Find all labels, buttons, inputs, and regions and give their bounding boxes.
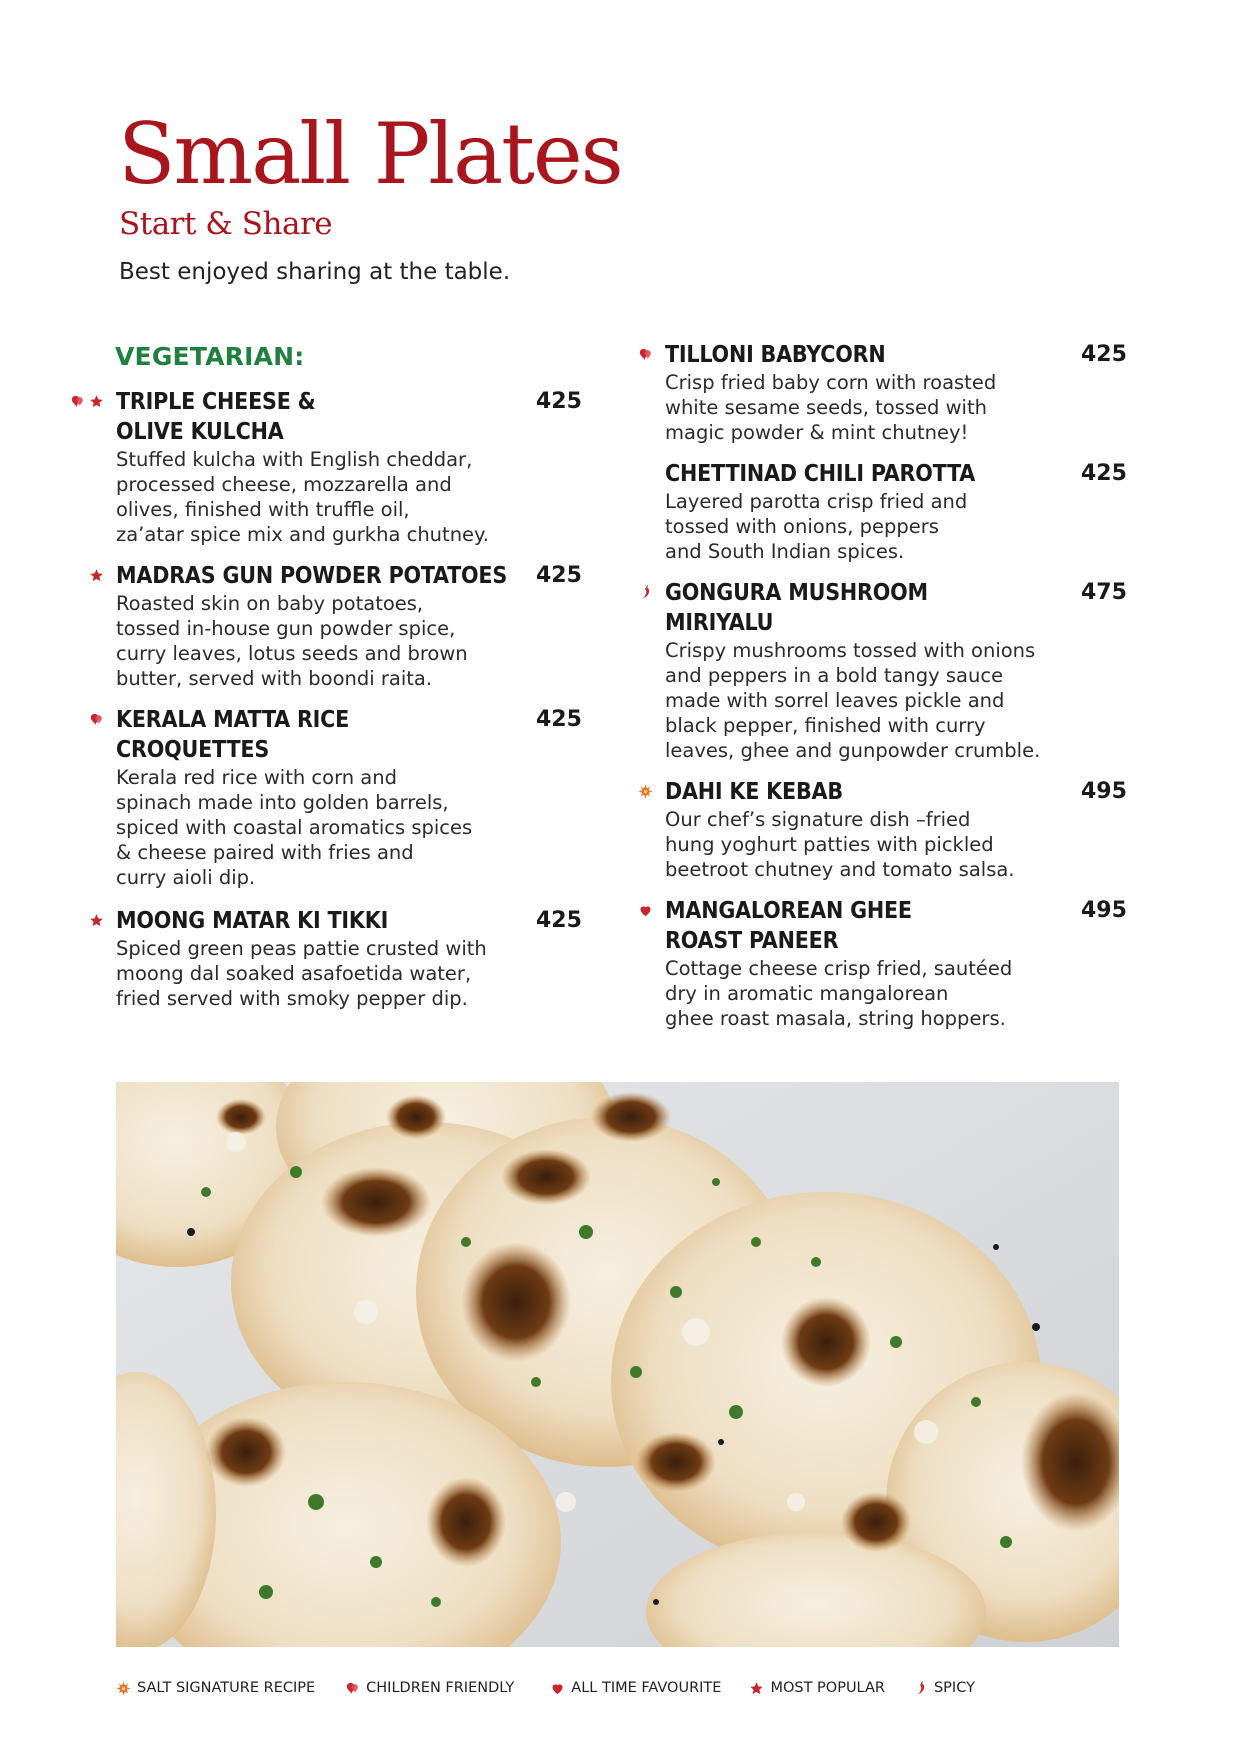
item-description-line: ghee roast masala, string hoppers. [665,1007,1006,1030]
page-subtitle: Start & Share [119,206,333,242]
item-price: 495 [1081,779,1127,804]
legend-item [550,1680,721,1696]
item-description-line: black pepper, finished with curry [665,714,986,737]
item-name-line: CROQUETTES [116,737,270,763]
menu-item [665,578,1141,763]
item-description-line: beetroot chutney and tomato salsa. [665,858,1015,881]
item-description [665,370,1141,445]
menu-item [665,777,1141,882]
legend [116,1680,975,1696]
item-icons [89,712,104,727]
item-description-line: spiced with coastal aromatics spices [116,816,473,839]
item-name-line: OLIVE KULCHA [116,419,284,445]
item-description-line: Crispy mushrooms tossed with onions [665,639,1036,662]
item-name-line: MADRAS GUN POWDER POTATOES [116,563,508,589]
item-icons [70,394,104,409]
item-description-line: Crisp fried baby corn with roasted [665,371,997,394]
item-description-line: Roasted skin on baby potatoes, [116,592,424,615]
item-description-line: & cheese paired with fries and [116,841,414,864]
item-name [665,896,1141,956]
item-description [665,489,1141,564]
children-friendly-icon [345,1681,360,1696]
all-time-favourite-icon [550,1681,565,1696]
item-description-line: Spiced green peas pattie crusted with [116,937,487,960]
item-description [116,765,596,890]
item-description-line: fried served with smoky pepper dip. [116,987,468,1010]
legend-label: CHILDREN FRIENDLY [366,1680,515,1696]
all-time-favourite-icon [638,903,653,918]
item-description [116,447,596,547]
item-description [116,936,596,1011]
item-icons [638,903,653,918]
item-description-line: white sesame seeds, tossed with [665,396,987,419]
item-description [665,956,1141,1031]
item-description-line: hung yoghurt patties with pickled [665,833,994,856]
legend-item [913,1680,975,1696]
salt-signature-icon [638,784,653,799]
legend-item [116,1680,315,1696]
most-popular-icon [89,568,104,583]
item-icons [89,568,104,583]
item-description-line: curry leaves, lotus seeds and brown [116,642,468,665]
item-description-line: made with sorrel leaves pickle and [665,689,1005,712]
item-name-line: TRIPLE CHEESE & [116,389,316,415]
item-name [665,777,1141,807]
spicy-icon [913,1681,928,1696]
legend-label: SALT SIGNATURE RECIPE [137,1680,316,1696]
item-description-line: and peppers in a bold tangy sauce [665,664,1004,687]
item-name-line: KERALA MATTA RICE [116,707,350,733]
kulcha-photo-illustration [116,1082,1119,1647]
item-icons [89,913,104,928]
item-description-line: olives, finished with truffle oil, [116,498,410,521]
item-description-line: leaves, ghee and gunpowder crumble. [665,739,1041,762]
item-name [665,340,1141,370]
item-price: 425 [1081,461,1127,486]
item-description [116,591,596,691]
food-photo [116,1082,1119,1647]
item-description-line: Layered parotta crisp fried and [665,490,968,513]
item-price: 495 [1081,898,1127,923]
item-name [116,705,596,765]
item-description-line: dry in aromatic mangalorean [665,982,949,1005]
item-description-line: Stuffed kulcha with English cheddar, [116,448,473,471]
item-icons [638,347,653,362]
item-name-line: CHETTINAD CHILI PAROTTA [665,461,976,487]
item-name [116,906,596,936]
menu-item [116,561,596,691]
legend-item [345,1680,514,1696]
item-price: 425 [1081,342,1127,367]
children-friendly-icon [89,712,104,727]
item-description-line: and South Indian spices. [665,540,905,563]
item-description-line: za’atar spice mix and gurkha chutney. [116,523,490,546]
most-popular-icon [89,394,104,409]
menu-item [665,340,1141,445]
item-description [665,807,1141,882]
item-description-line: Our chef’s signature dish –fried [665,808,971,831]
spicy-icon [638,585,653,600]
item-name-line: MIRIYALU [665,610,774,636]
salt-signature-icon [116,1681,131,1696]
item-name [116,561,596,591]
item-name [665,578,1141,638]
item-price: 425 [536,563,582,588]
item-description [665,638,1141,763]
item-description-line: moong dal soaked asafoetida water, [116,962,472,985]
item-name-line: DAHI KE KEBAB [665,779,843,805]
item-name [116,387,596,447]
children-friendly-icon [638,347,653,362]
most-popular-icon [89,913,104,928]
menu-item [116,387,596,547]
item-name-line: TILLONI BABYCORN [665,342,886,368]
page-title: Small Plates [118,105,622,203]
item-description-line: spinach made into golden barrels, [116,791,449,814]
legend-label: SPICY [933,1680,975,1696]
item-price: 425 [536,908,582,933]
most-popular-icon [749,1681,764,1696]
item-price: 475 [1081,580,1127,605]
item-description-line: tossed with onions, peppers [665,515,939,538]
menu-item [665,896,1141,1031]
item-description-line: magic powder & mint chutney! [665,421,969,444]
item-description-line: butter, served with boondi raita. [116,667,433,690]
item-icons [638,585,653,600]
legend-label: MOST POPULAR [770,1680,885,1696]
item-price: 425 [536,707,582,732]
menu-item [116,906,596,1011]
legend-item [749,1680,885,1696]
item-name-line: MANGALOREAN GHEE [665,898,912,924]
item-description-line: Cottage cheese crisp fried, sautéed [665,957,1013,980]
item-description-line: tossed in-house gun powder spice, [116,617,456,640]
item-name-line: ROAST PANEER [665,928,839,954]
item-price: 425 [536,389,582,414]
menu-item [665,459,1141,564]
item-description-line: curry aioli dip. [116,866,256,889]
legend-label: ALL TIME FAVOURITE [571,1680,722,1696]
children-friendly-icon [70,394,85,409]
page-tagline: Best enjoyed sharing at the table. [119,259,511,285]
item-icons [638,784,653,799]
item-name [665,459,1141,489]
section-heading-vegetarian: VEGETARIAN: [115,342,305,371]
item-description-line: processed cheese, mozzarella and [116,473,452,496]
item-description-line: Kerala red rice with corn and [116,766,397,789]
item-name-line: GONGURA MUSHROOM [665,580,928,606]
item-name-line: MOONG MATAR KI TIKKI [116,908,389,934]
menu-item [116,705,596,890]
